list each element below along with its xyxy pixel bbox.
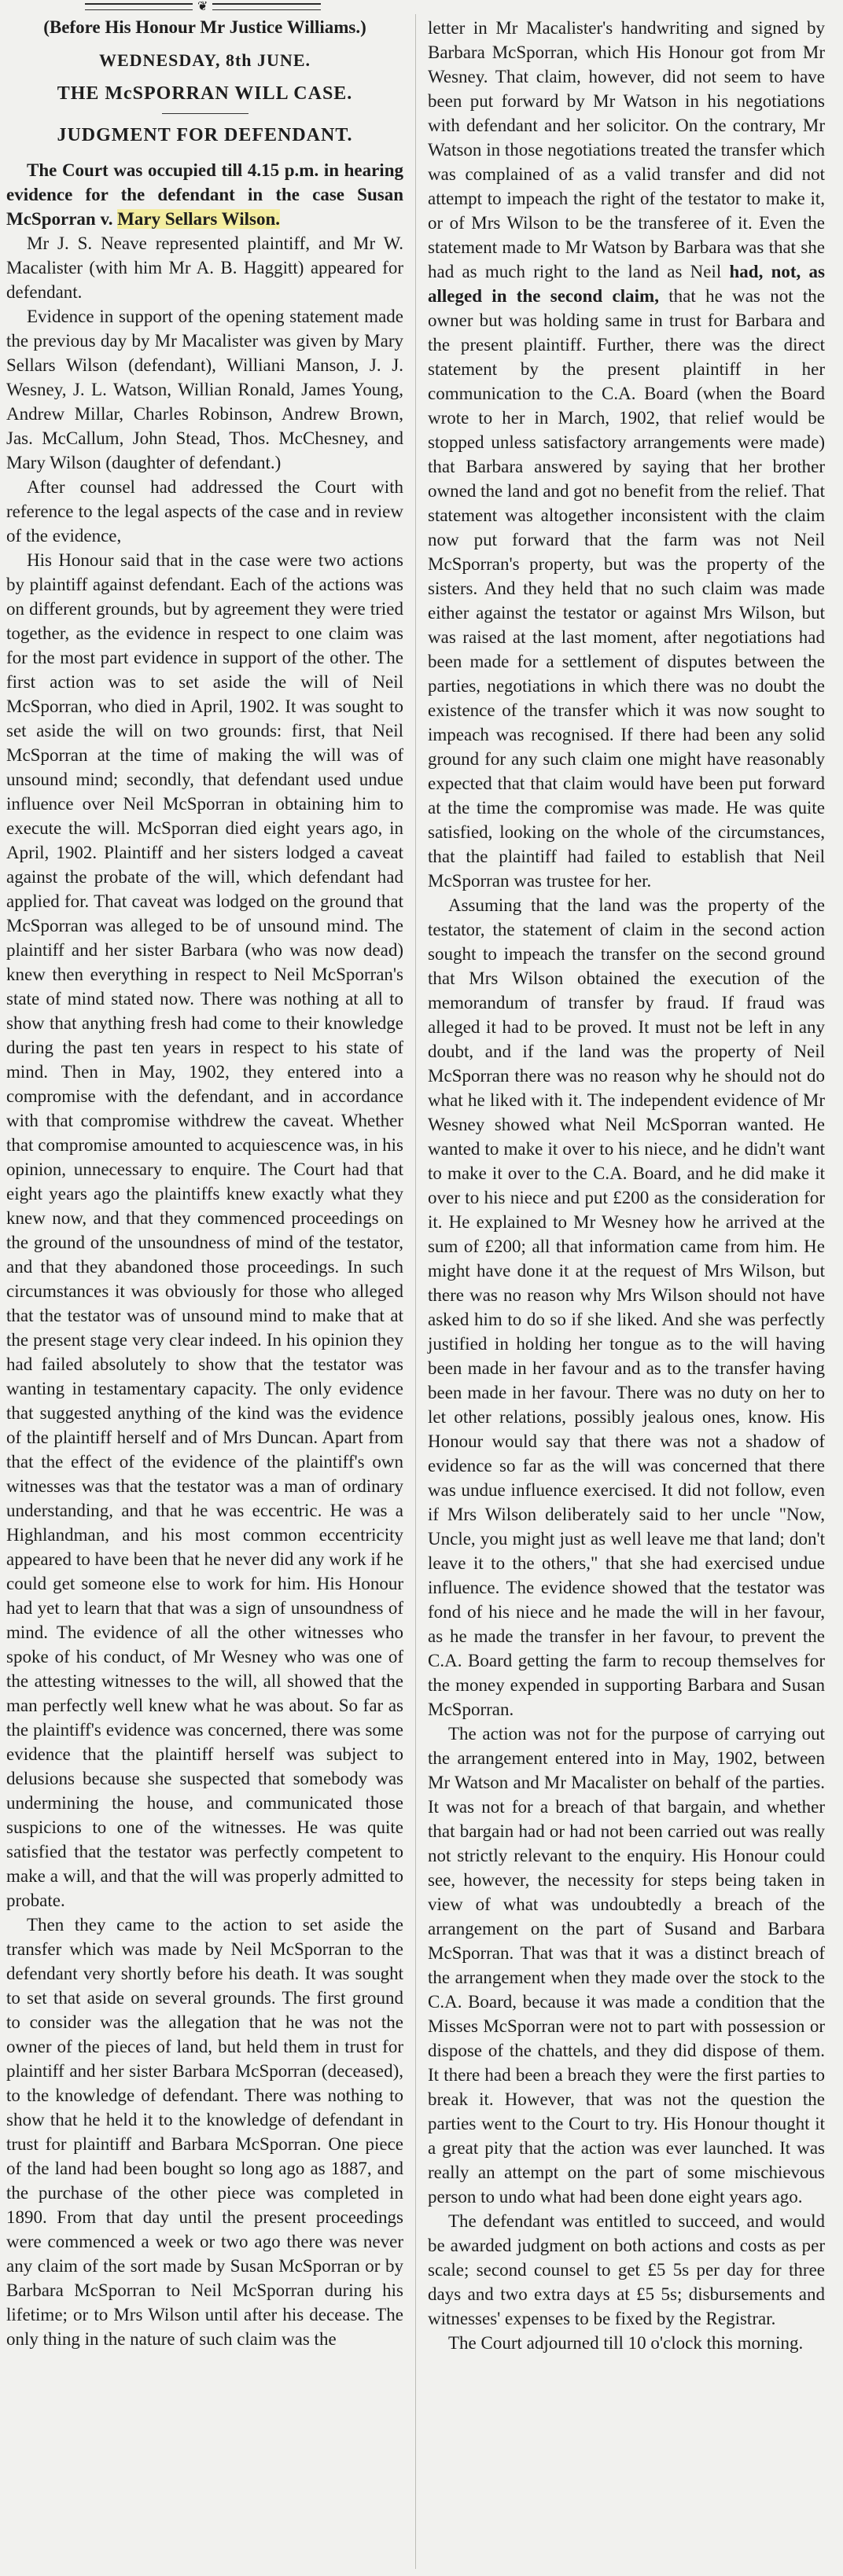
continued-paragraph <box>428 16 825 893</box>
fraud-paragraph: Assuming that the land was the property of the testator, the statement of claim in the second action sought to impeach the transfer on the second ground that Mrs Wilson obtained the execution of the memorandum of transfer by fraud. If fraud was alleged it had to be proved. It must not be left in any doubt, and if the land was the property of Neil McSporran there was no reason why he should not do what he liked with it. The independent evidence of Mr Wesney showed what Neil McSporran wanted. He wanted to make it over to his niece, and he didn't want to make it over to the C.A. Board, and he did make it over to his niece and put £200 as the consideration for it. He explained to Mr Wesney how he arrived at the sum of £200; all that information came from him. He might have done it at the request of Mrs Wilson, but there was no reason why Mrs Wilson should not have asked him to do so if she liked. And she was perfectly justified in holding her tongue as to the will having been made in her favour and as to the transfer having been made in her favour. There was no duty on her to let other relations, possibly jealous ones, know. His Honour would say that there was not a shadow of evidence so far as the will was concerned that there was undue influence exercised. It did not follow, even if Mrs Wilson deliberately said to her uncle "Now, Uncle, you might just as well leave me that land; don't leave it to the others," that she had exercised undue influence. The evidence showed that the testator was fond of his niece and he made the will in her favour, as he made the transfer in her favour, to prevent the C.A. Board getting the farm to recoup themselves for the money expended in supporting Barbara and Susan McSporran. <box>428 895 825 1719</box>
costs-paragraph: The defendant was entitled to succeed, and would be awarded judgment on both actions and costs as per scale; second counsel to get £5 5s per day for three days and two extra days at £5 5s; disbursements and witnesses' expenses to be fixed by the Registrar. <box>428 2211 825 2328</box>
lead-paragraph <box>6 158 403 231</box>
continued-paragraph-part-2: that he was not the owner but was holding same in trust for Barbara and the present plaintiff. Further, there was the direct statement by the present plaintiff in her communication to the C.A. Board (when the Board wrote to her in March, 1902, that relief would be stopped unless satisfactory arrangements were made) that Barbara answered by saying that her brother owned the land and got no benefit from the relief. That statement was altogether inconsistent with the claim now put forward that the farm was not Neil McSporran's property, but was the property of the sisters. And they held that no such claim was made either against the testator or against Mrs Wilson, but was raised at the last moment, after negotiations had been made for a settlement of disputes between the parties, negotiations in which there was no doubt the existence of the transfer which it was now sought to impeach was recognised. If there had been any solid ground for any such claim one might have reasonably expected that that claim would have been put forward at the time the compromise was made. He was quite satisfied, looking on the whole of the circumstances, that the plaintiff had failed to establish that Neil McSporran was trustee for her. <box>428 286 826 891</box>
right-column <box>428 16 825 2355</box>
bench-heading: (Before His Honour Mr Justice Williams.) <box>43 17 366 37</box>
date-heading: WEDNESDAY, 8th JUNE. <box>99 50 311 70</box>
continued-paragraph-part-1: letter in Mr Macalister's handwriting and signed by Barbara McSporran, which His Honour got from Mr Wesney. That claim, however, did not seem to have been put forward by Mr Watson in his negotiations with defendant and her solicitor. On the contrary, Mr Watson in those negotiations treated the transfer which was complained of as a valid transfer and did not attempt to impeach the right of the testator to make it, or of Mrs Wilson to be the transferee of it. Even the statement made to Mr Watson by Barbara was that she had as much right to the land as Neil <box>428 18 825 281</box>
arrangement-paragraph: The action was not for the purpose of carrying out the arrangement entered into in May, 1902, between Mr Watson and Mr Macalister on behalf of the parties. It was not for a breach of that bargain, and whether that bargain had or had not been carried out was really not strictly relevant to the enquiry. His Honour could see, however, the necessity for steps being taken in view of what was undoubtedly a breach of the arrangement on the part of Susand and Barbara McSporran. That was that it was a distinct breach of the arrangement when they made over the stock to the C.A. Board, because it was made a condition that the Misses McSporran were not to part with possession or dispose of the chattels, and they did dispose of them. It there had been a breach they were the first parties to break it. However, that was not the question the parties went to the Court to try. His Honour thought it a great pity that the action was ever launched. It was really an attempt on the part of some mischievous person to undo what had been done eight years ago. <box>428 1724 825 2207</box>
judgment-heading: JUDGMENT FOR DEFENDANT. <box>57 125 353 145</box>
fleuron-ornament-icon: ❦ <box>193 0 212 13</box>
column-divider <box>415 14 416 2569</box>
case-title: THE McSPORRAN WILL CASE. <box>57 83 353 104</box>
heading-rule <box>162 113 248 114</box>
counsel-paragraph: Mr J. S. Neave represented plaintiff, and Mr W. Macalister (with him Mr A. B. Haggitt) appeared for defendant. <box>6 233 403 302</box>
highlighted-defendant-name: Mary Sellars Wilson. <box>117 209 281 229</box>
judgment-will-paragraph: His Honour said that in the case were two actions by plaintiff against defendant. Each of the actions was on different grounds, but by agreement they were tried together, as the evidence in respect to one claim was for the most part evidence in support of the other. The first action was to set aside the will of Neil McSporran, who died in April, 1902. It was sought to set aside the will on two grounds: first, that Neil McSporran at the time of making the will was of unsound mind; secondly, that defendant used undue influence over Neil McSporran in obtaining him to execute the will. McSporran died eight years ago, in April, 1902. Plaintiff and her sisters lodged a caveat against the probate of the will, which defendant had applied for. That caveat was lodged on the ground that McSporran was alleged to be of unsound mind. The plaintiff and her sister Barbara (who was now dead) knew then everything in respect to Neil McSporran's state of mind stated now. There was nothing at all to show that anything fresh had come to their knowledge during the past ten years in respect to his state of mind. Then in May, 1902, they entered into a compromise with the defendant, and in accordance with that compromise withdrew the caveat. Whether that compromise amounted to acquiescence was, in his opinion, unnecessary to enquire. The Court had that eight years ago the plaintiffs knew exactly what they knew now, and that they commenced proceedings on the ground of the unsoundness of mind of the testator, and that they abandoned those proceedings. In such circumstances it was obviously for those who alleged that the testator was of unsound mind to make that at the present stage very clear indeed. In his opinion they had failed absolutely to show that the testator was wanting in testamentary capacity. The only evidence that suggested anything of the kind was the evidence of the plaintiff herself and of Mrs Duncan. Apart from that the effect of the evidence of the plaintiff's own witnesses was that the testator was a man of ordinary understanding, and that he was eccentric. He was a Highlandman, and his most common eccentricity appeared to have been that he never did any work if he could get someone else to work for him. His Honour had yet to learn that that was a sign of unsoundness of mind. The evidence of all the other witnesses who spoke of his conduct, of Mr Wesney who was one of the attesting witnesses to the will, all showed that the man perfectly well knew what he was about. So far as the plaintiff's evidence was concerned, there was some evidence that the plaintiff herself was subject to delusions because she suspected that somebody was undermining the house, and communicated those suspicions to one of the witnesses. He was quite satisfied that the testator was perfectly competent to make a will, and that the will was properly admitted to probate. <box>6 550 403 1910</box>
witnesses-paragraph: Evidence in support of the opening statement made the previous day by Mr Macalister was given by Mary Sellars Wilson (defendant), Williani Manson, J. J. Wesney, J. L. Watson, Willian Ronald, James Young, Andrew Millar, Charles Robinson, Andrew Brown, Jas. McCallum, John Stead, Thos. McChesney, and Mary Wilson (daughter of defendant.) <box>6 307 403 472</box>
adjournment-paragraph: The Court adjourned till 10 o'clock this morning. <box>448 2333 804 2353</box>
counsel-address-paragraph: After counsel had addressed the Court with reference to the legal aspects of the case and in review of the evidence, <box>6 477 403 546</box>
left-column <box>6 16 403 2351</box>
continued-paragraph-emphasis: had, not, as alleged in the second claim, <box>428 262 825 306</box>
lead-paragraph-bold: The Court was occupied till 4.15 p.m. in hearing evidence for the defendant in the case Susan McSporran v. <box>6 160 403 229</box>
transfer-action-paragraph: Then they came to the action to set aside the transfer which was made by Neil McSporran to the defendant very shortly before his death. It was sought to set that aside on several grounds. The first ground to consider was the allegation that he was not the owner of the pieces of land, but held them in trust for plaintiff and her sister Barbara McSporran (deceased), to the knowledge of defendant. There was nothing to show that he held it to the knowledge of defendant in trust for plaintiff and Barbara McSporran. One piece of the land had been bought so long ago as 1887, and the purchase of the other piece was completed in 1890. From that day until the present proceedings were commenced a week or two ago there was never any claim of the sort made by Susan McSporran or by Barbara McSporran to Neil McSporran during his lifetime; or to Mrs Wilson until after his decease. The only thing in the nature of such claim was the <box>6 1915 403 2349</box>
